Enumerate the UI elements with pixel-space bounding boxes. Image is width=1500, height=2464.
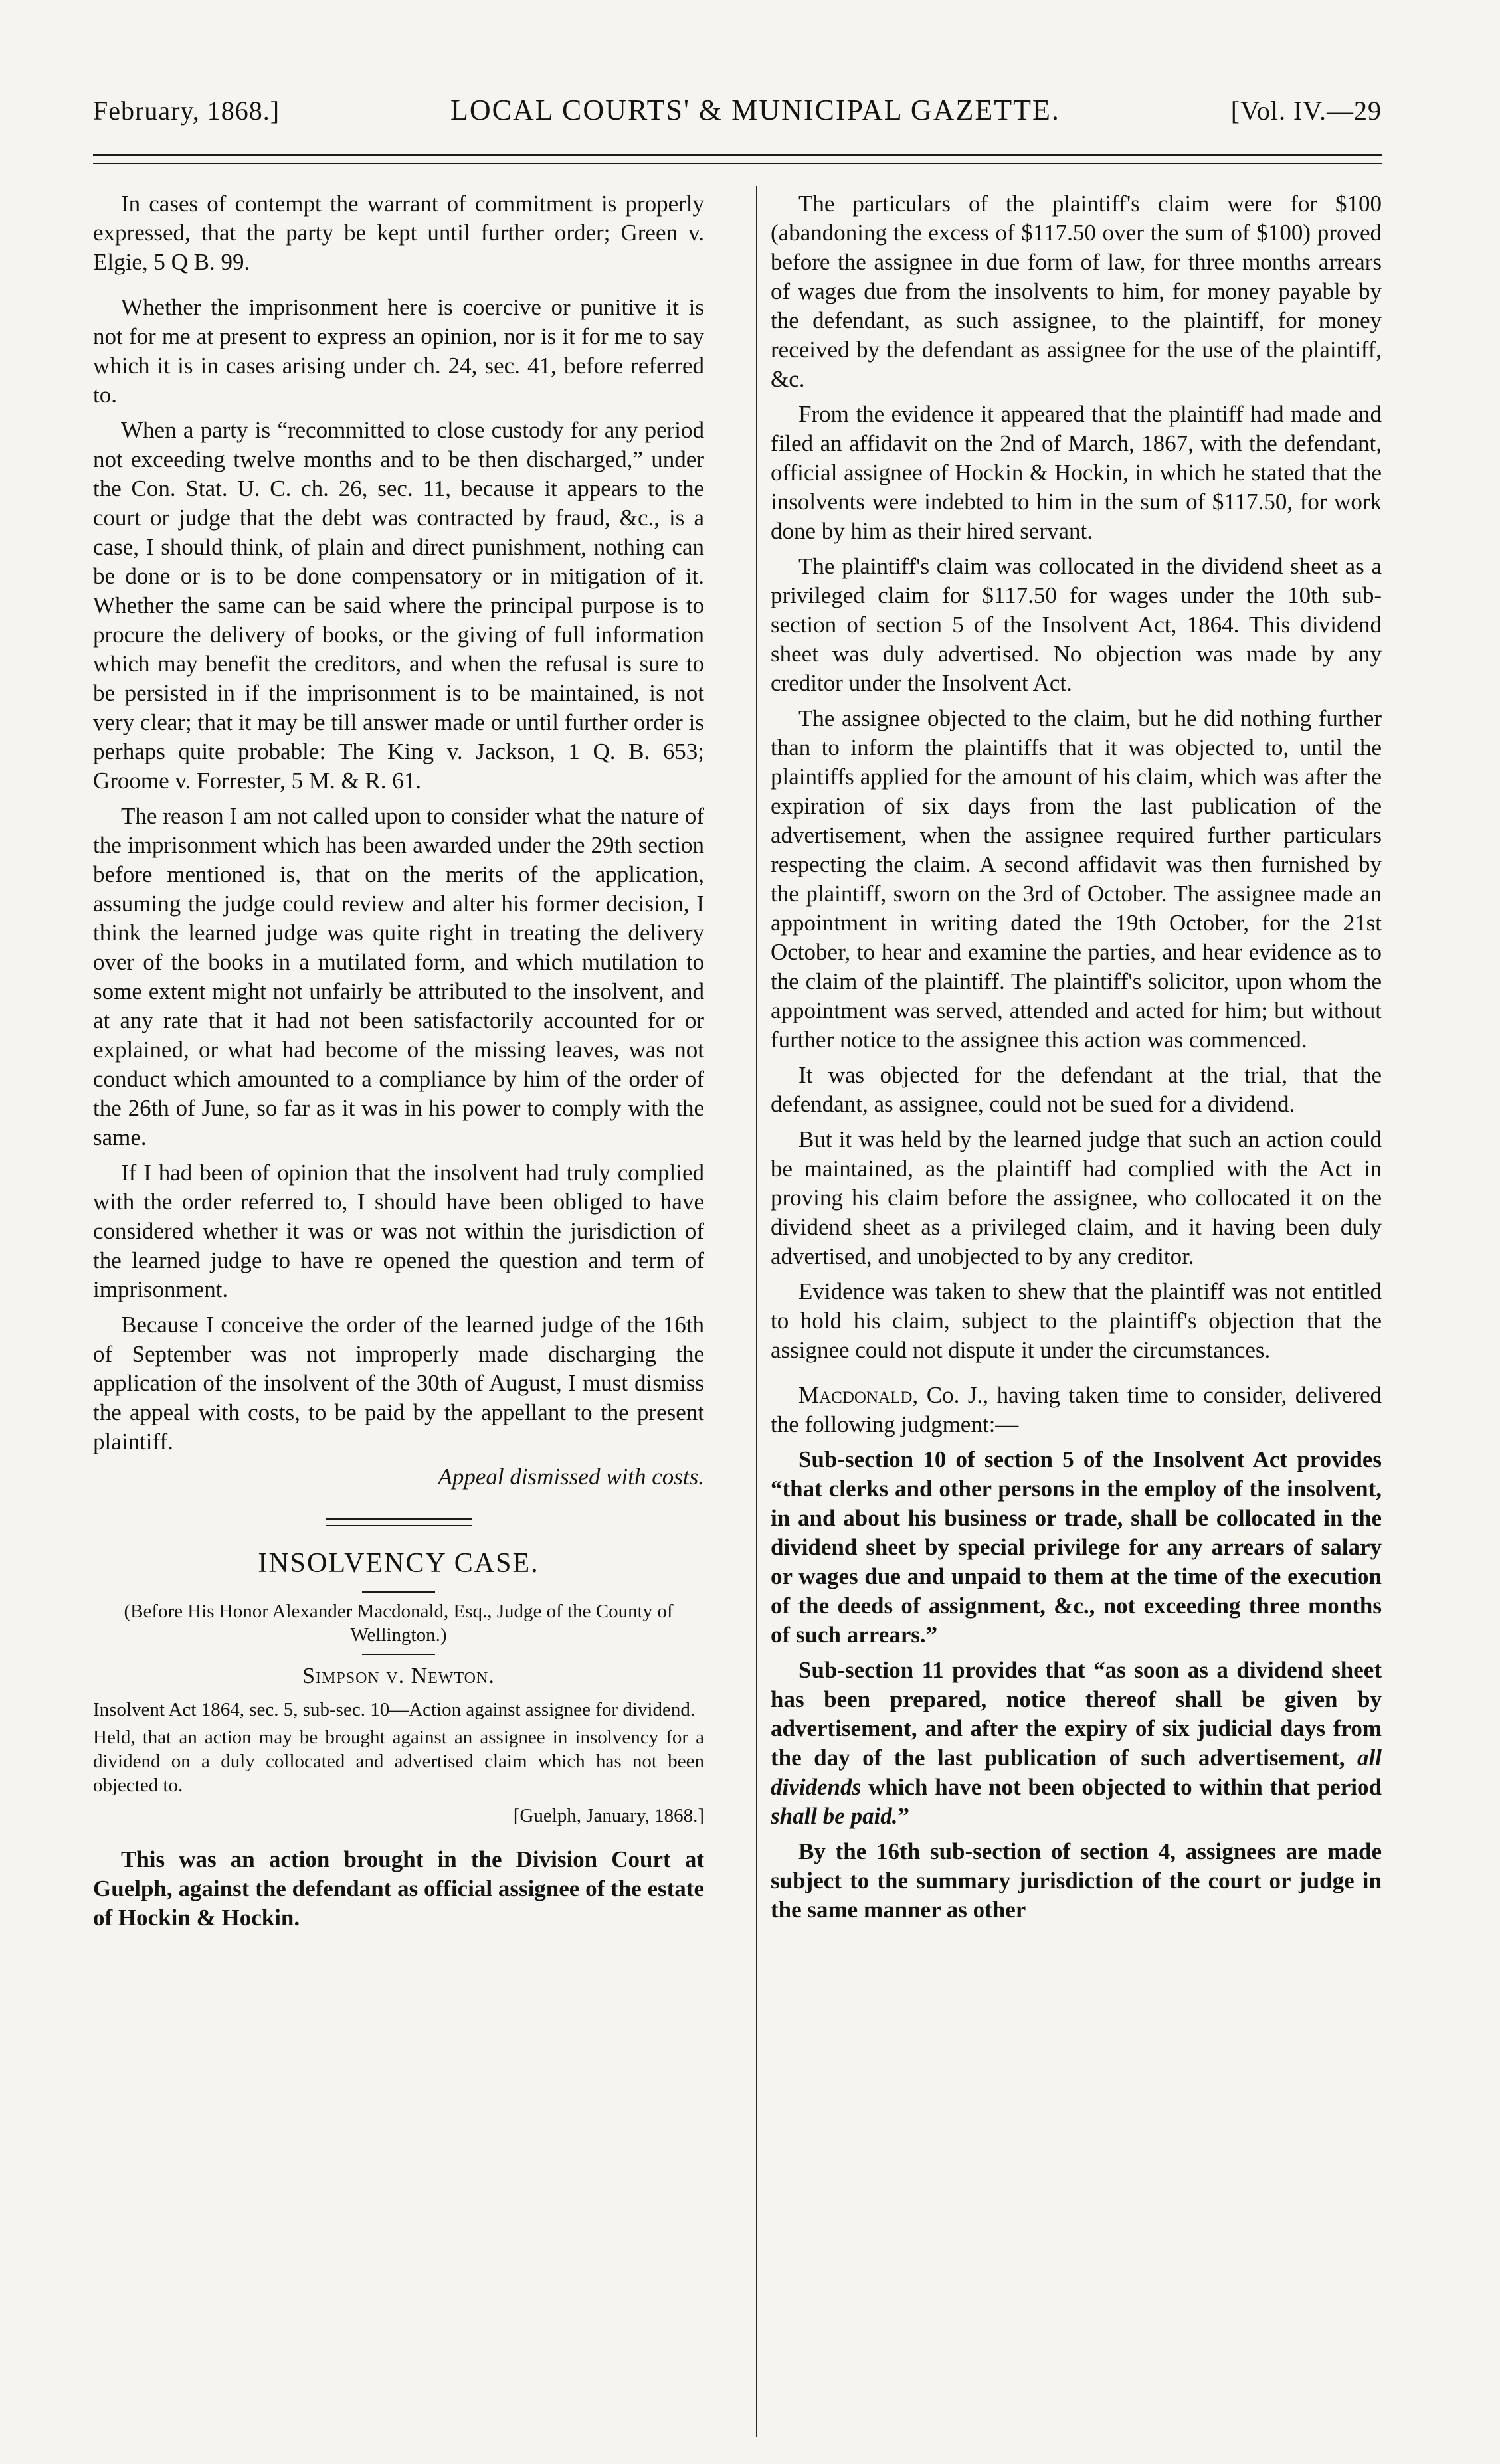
subsection-11-emphasis-2: shall be paid.: [771, 1803, 898, 1829]
judgment-intro-text: , Co. J., having taken time to consider, delivered the following judgment:—: [771, 1382, 1382, 1437]
appeal-dismissed: Appeal dismissed with costs.: [438, 1464, 704, 1490]
left-paragraph-5: If I had been of opinion that the insolvent had truly complied with the order referred to, I should have been obliged to have considered whether it was or was not within the jurisdiction of the learned judge to have re opened the question and term of imprisonment.: [93, 1160, 704, 1302]
header-date: February, 1868.]: [93, 96, 280, 126]
right-paragraph-6: But it was held by the learned judge that such an action could be maintained, as the plaintiff had complied with the Act in proving his claim before the assignee, who collocated it on the dividend sheet as a privileged claim, and it having been duly advertised, and unobjected to by any creditor.: [771, 1126, 1382, 1269]
judge-name: Macdonald: [798, 1382, 913, 1408]
left-paragraph-2: Whether the imprisonment here is coercive or punitive it is not for me at present to express an opinion, nor is it for me to say which it is in cases arising under ch. 24, sec. 41, before referred to.: [93, 294, 704, 408]
court-note: (Before His Honor Alexander Macdonald, Esq., Judge of the County of Wellington.): [124, 1601, 674, 1646]
section-title: INSOLVENCY CASE.: [258, 1548, 539, 1579]
right-paragraph-10: [771, 1656, 1382, 1831]
header-rule: [93, 154, 1382, 164]
page-header: [93, 93, 1382, 127]
right-paragraph-7: Evidence was taken to shew that the plaintiff was not entitled to hold his claim, subject to the plaintiff's objection that the assignee could not dispute it under the circumstances.: [771, 1278, 1382, 1363]
left-paragraph-3: When a party is “recommitted to close custody for any period not exceeding twelve months and to be then discharged,” under the Con. Stat. U. C. ch. 26, sec. 11, because it appears to the court or judge that the debt was contracted by fraud, &c., is a case, I should think, of plain and direct punishment, nothing can be done or is to be done compensatory or in mitigation of it. Whether the same can be said where the principal purpose is to procure the delivery of books, or the giving of full information which may benefit the creditors, and when the refusal is sure to be persisted in if the imprisonment is to be maintained, is not very clear; that it may be till answer made or until further order is perhaps quite probable: The King v. Jackson, 1 Q. B. 653; Groome v. Forrester, 5 M. & R. 61.: [93, 417, 704, 794]
right-paragraph-3: The plaintiff's claim was collocated in the dividend sheet as a privileged claim for $117.50 for wages under the 10th sub-section of section 5 of the Insolvent Act, 1864. This dividend sheet was duly advertised. No objection was made by any creditor under the Insolvent Act.: [771, 553, 1382, 696]
right-paragraph-5: It was objected for the defendant at the trial, that the defendant, as assignee, could not be sued for a dividend.: [771, 1062, 1382, 1117]
short-rule: [362, 1591, 435, 1593]
left-paragraph-6: Because I conceive the order of the learned judge of the 16th of September was not improperly made discharging the application of the insolvent of the 30th of August, I must dismiss the appeal with costs, to be paid by the appellant to the present plaintiff.: [93, 1312, 704, 1454]
right-paragraph-1: The particulars of the plaintiff's claim were for $100 (abandoning the excess of $117.50 over the sum of $100) proved before the assignee in due form of law, for three months arrears of wages due from the insolvents to him, for money payable by the defendant, as such assignee, to the plaintiff, for money received by the defendant as assignee for the use of the plaintiff, &c.: [771, 191, 1382, 392]
left-column: [93, 189, 704, 1939]
left-paragraph-1: In cases of contempt the warrant of commitment is properly expressed, that the party be kept until further order; Green v. Elgie, 5 Q B. 99.: [93, 191, 704, 275]
section-ornament-rule: [326, 1518, 472, 1526]
judgment-intro: [771, 1381, 1382, 1439]
right-paragraph-9: Sub-section 10 of section 5 of the Insolvent Act provides “that clerks and other persons in the employ of the insolvent, in and about his business or trade, shall be collocated in the dividend sheet by special privilege for any arrears of salary or wages due and unpaid to them at the time of the execution of the deeds of assignment, &c., not exceeding three months of such arrears.”: [771, 1447, 1382, 1648]
subsection-11-close-quote: ”: [897, 1803, 910, 1829]
short-rule: [362, 1654, 435, 1655]
headnote-held: Held, that an action may be brought against an assignee in insolvency for a dividend on a duly collocated and advertised claim which has not been objected to.: [93, 1727, 704, 1796]
headnote-statute: Insolvent Act 1864, sec. 5, sub-sec. 10—Action against assignee for dividend.: [93, 1699, 696, 1720]
left-paragraph-4: The reason I am not called upon to consider what the nature of the imprisonment which has been awarded under the 29th section before mentioned is, that on the merits of the application, assuming the judge could review and alter his former decision, I think the learned judge was quite right in treating the delivery over of the books in a mutilated form, and which mutilation to some extent might not unfairly be attributed to the insolvent, and at any rate that it had not been satisfactorily accounted for or explained, or what had become of the missing leaves, was not conduct which amounted to a compliance by him of the order of the 26th of June, so far as it was in his power to comply with the same.: [93, 803, 704, 1150]
right-paragraph-2: From the evidence it appeared that the plaintiff had made and filed an affidavit on the 2nd of March, 1867, with the defendant, official assignee of Hockin & Hockin, in which he stated that the insolvents were indebted to him in the sum of $117.50, for work done by him as their hired servant.: [771, 401, 1382, 544]
right-paragraph-11: By the 16th sub-section of section 4, assignees are made subject to the summary jurisdiction of the court or judge in the same manner as other: [771, 1838, 1382, 1923]
column-divider: [756, 186, 757, 2437]
subsection-11-text: Sub-section 11 provides that “as soon as a dividend sheet has been prepared, notice thereof shall be given by advertisement, and after the expiry of six judicial days from the day of the last publication of such advertisement,: [771, 1657, 1382, 1771]
case-name: Simpson v. Newton.: [302, 1664, 495, 1688]
left-paragraph-7: This was an action brought in the Division Court at Guelph, against the defendant as official assignee of the estate of Hockin & Hockin.: [93, 1846, 704, 1931]
header-volume: [Vol. IV.—29: [1230, 96, 1382, 126]
dateline: [Guelph, January, 1868.]: [513, 1805, 704, 1826]
right-paragraph-4: The assignee objected to the claim, but he did nothing further than to inform the plaintiffs that it was objected to, until the plaintiffs applied for the amount of his claim, which was after the expiration of six days from the last publication of the advertisement, when the assignee required further particulars respecting the claim. A second affidavit was then furnished by the plaintiff, sworn on the 3rd of October. The assignee made an appointment in writing dated the 19th October, for the 21st October, to hear and examine the parties, and hear evidence as to the claim of the plaintiff. The plaintiff's solicitor, upon whom the appointment was served, attended and acted for him; but without further notice to the assignee this action was commenced.: [771, 705, 1382, 1053]
header-title: LOCAL COURTS' & MUNICIPAL GAZETTE.: [450, 94, 1060, 126]
subsection-11-emphasis-1: all dividends: [771, 1745, 1382, 1800]
right-column: [771, 189, 1382, 1931]
subsection-11-text-2: which have not been objected to within that period: [861, 1774, 1382, 1800]
